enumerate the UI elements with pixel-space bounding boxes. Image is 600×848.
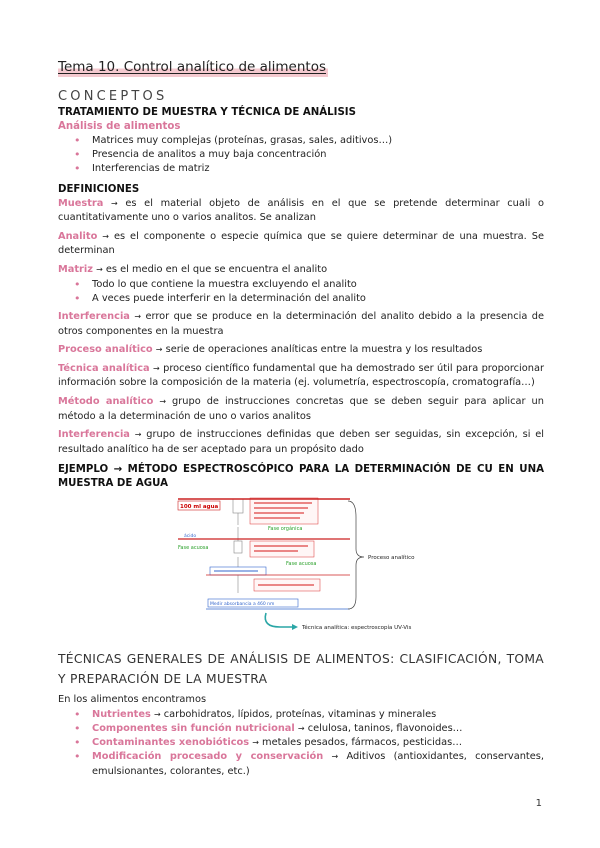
component-text: metales pesados, fármacos, pesticidas… <box>262 737 463 749</box>
component-term: Contaminantes xenobióticos <box>92 737 250 749</box>
definition-text: proceso científico fundamental que ha demostrado ser útil para proporcionar información sobre la composición de la materia (ej. volumetría, espectroscopía, cromatografía…) <box>58 362 544 389</box>
arrow-glyph: → <box>111 198 118 208</box>
definition-metodo <box>58 395 544 424</box>
reagents-box-2 <box>250 541 314 557</box>
tratamiento-heading: TRATAMIENTO DE MUESTRA Y TÉCNICA DE ANÁLISIS <box>58 107 356 118</box>
arrow-glyph: → <box>155 345 163 355</box>
svg-text:ácido: ácido <box>184 534 197 540</box>
list-item <box>74 736 544 750</box>
arrow-glyph: → <box>134 430 142 440</box>
analisis-subheading: Análisis de alimentos <box>58 121 181 132</box>
definition-term: Método analítico <box>58 395 154 407</box>
bottom-step-label: Medir absorbancia a 460 nm <box>210 602 275 608</box>
definition-tecnica <box>58 362 544 391</box>
page-number: 1 <box>535 798 542 809</box>
definition-text: es el componente o especie química que se quiere determinar de una muestra. Se determinan <box>58 230 544 257</box>
definition-text: es el material objeto de análisis en el que se pretende determinar cuali o cuantitativamente uno o varios analitos. Se analizan <box>58 197 544 224</box>
list-item: • A veces puede interferir en la determinación del analito <box>74 292 544 306</box>
component-text: Aditivos (antioxidantes, conservantes, emulsionantes, colorantes, etc.) <box>92 751 544 777</box>
component-text: carbohidratos, lípidos, proteínas, vitaminas y minerales <box>163 708 437 720</box>
fase-acuosa-left-label: Fase acuosa <box>178 545 209 552</box>
list-item: • Interferencias de matriz <box>74 162 544 176</box>
arrow-glyph: → <box>96 264 103 274</box>
arrow-glyph: → <box>134 311 142 321</box>
definition-interferencia-2 <box>58 428 544 457</box>
componentes-list <box>58 708 544 779</box>
definition-term: Muestra <box>58 197 104 209</box>
definition-text: grupo de instrucciones definidas que deben ser seguidas, sin excepción, si el resultado analítico ha de ser aceptado para un propósito dado <box>58 429 544 455</box>
proceso-label: Proceso analítico <box>368 555 415 562</box>
process-diagram <box>58 497 544 635</box>
definition-term: Interferencia <box>58 310 130 322</box>
component-text: celulosa, taninos, flavonoides… <box>307 722 463 734</box>
brace-shape <box>348 501 364 609</box>
process-diagram-svg <box>58 497 544 635</box>
fase-acuosa-right-label: Fase acuosa <box>286 561 317 568</box>
definition-text: serie de operaciones analíticas entre la muestra y los resultados <box>165 344 483 356</box>
ejemplo-heading: EJEMPLO → MÉTODO ESPECTROSCÓPICO PARA LA DETERMINACIÓN DE CU EN UNA MUESTRA DE AGUA <box>58 464 544 490</box>
definition-proceso <box>58 343 544 358</box>
arrow-glyph: → <box>153 363 160 373</box>
component-term: Modificación procesado y conservación <box>92 751 324 763</box>
definition-analito <box>58 230 544 259</box>
definiciones-heading: DEFINICIONES <box>58 183 140 195</box>
definition-term: Matriz <box>58 263 93 275</box>
arrow-glyph: → <box>252 738 259 748</box>
document-page <box>58 56 544 779</box>
page-title: Tema 10. Control analítico de alimentos <box>58 59 326 75</box>
arrow-glyph: → <box>331 752 339 762</box>
sample-label: 100 ml agua <box>180 504 219 511</box>
definition-term: Analito <box>58 230 98 242</box>
definition-term: Interferencia <box>58 429 130 441</box>
definition-interferencia <box>58 310 544 339</box>
definition-text: es el medio en el que se encuentra el analito <box>105 263 328 275</box>
flask-icon <box>234 541 242 553</box>
flask-icon <box>233 499 243 513</box>
arrow-glyph: → <box>102 231 109 241</box>
arrow-glyph: → <box>153 709 161 719</box>
fase-organica-label: Fase orgánica <box>268 526 303 533</box>
definition-term: Técnica analítica <box>58 362 150 374</box>
list-item <box>74 722 544 736</box>
list-item: • Matrices muy complejas (proteínas, grasas, sales, aditivos…) <box>74 134 544 148</box>
reagents-box <box>250 498 318 524</box>
component-term: Nutrientes <box>92 708 151 720</box>
tecnica-label: Técnica analítica: espectroscopía UV-Vis <box>302 625 412 632</box>
section2-title: TÉCNICAS GENERALES DE ANÁLISIS DE ALIMENTOS: CLASIFICACIÓN, TOMA Y PREPARACIÓN DE LA MUESTRA <box>58 652 544 687</box>
list-item <box>74 750 544 778</box>
definition-muestra <box>58 197 544 226</box>
list-item: • Presencia de analitos a muy baja concentración <box>74 148 544 162</box>
component-term: Componentes sin función nutricional <box>92 722 295 734</box>
arrow-glyph: → <box>297 723 305 733</box>
definition-text: error que se produce en la determinación del analito debido a la presencia de otros componentes en la muestra <box>58 310 544 337</box>
list-item <box>74 708 544 722</box>
arrow-glyph: → <box>159 396 167 406</box>
section-conceptos: CONCEPTOS <box>58 89 168 104</box>
definition-term: Proceso analítico <box>58 344 153 356</box>
curved-arrow-icon <box>265 613 292 627</box>
analisis-list <box>58 134 544 177</box>
intro-text: En los alimentos encontramos <box>58 694 207 706</box>
matriz-list <box>58 278 544 306</box>
definition-matriz <box>58 263 544 278</box>
definition-text: grupo de instrucciones concretas que se deben seguir para aplicar un método a la determinación de uno o varios analitos <box>58 395 544 422</box>
list-item: • Todo lo que contiene la muestra excluyendo el analito <box>74 278 544 292</box>
